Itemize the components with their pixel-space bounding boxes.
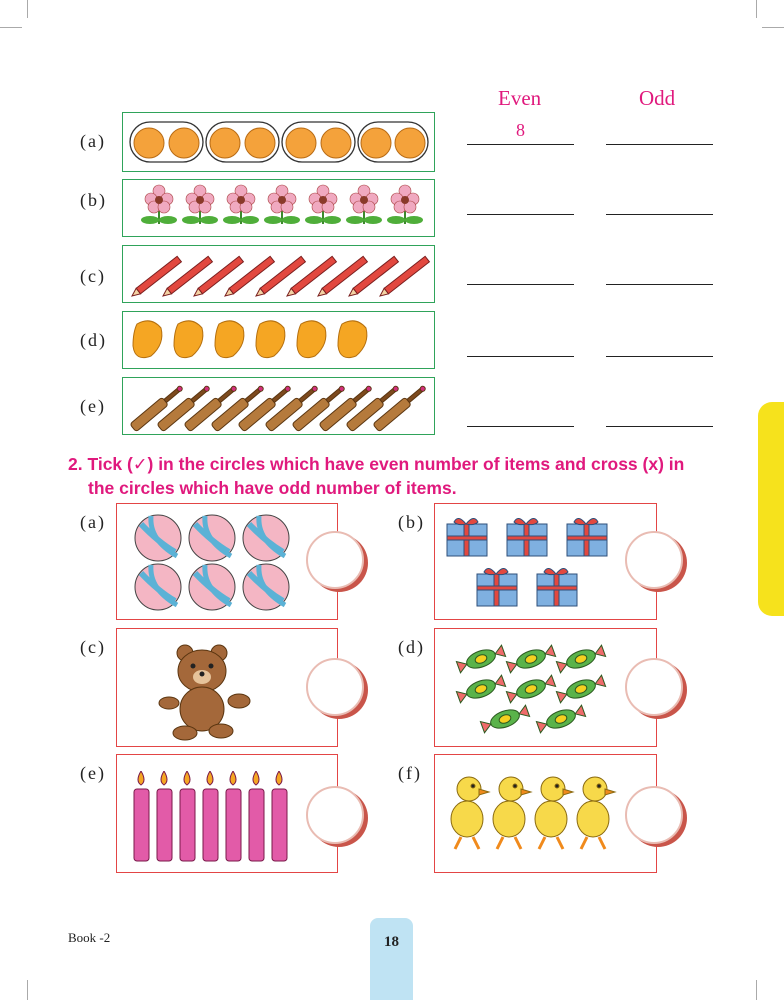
onion-icon [321, 128, 351, 158]
chick-icon [451, 777, 489, 849]
candle-icon [134, 771, 149, 861]
crop-mark [27, 980, 28, 1000]
crop-mark [756, 980, 757, 1000]
picture-box [122, 377, 435, 435]
row-label: (c) [80, 266, 106, 286]
crop-mark [762, 27, 784, 28]
onion-group [123, 113, 433, 170]
odd-answer-line[interactable] [606, 144, 713, 145]
candy-icon [456, 673, 507, 704]
row-label: (a) [80, 131, 106, 151]
picture-card [434, 754, 657, 873]
answer-circle[interactable] [306, 531, 364, 589]
candle-icon [180, 771, 195, 861]
candle-icon [157, 771, 172, 861]
answer-circle[interactable] [306, 658, 364, 716]
crop-mark [756, 0, 757, 18]
even-answer: 8 [516, 120, 525, 140]
onion-icon [286, 128, 316, 158]
candle-icon [203, 771, 218, 861]
crop-mark [0, 27, 22, 28]
candle-icon [272, 771, 287, 861]
picture-box [122, 311, 435, 369]
even-answer-line[interactable] [467, 426, 574, 427]
chick-icon [577, 777, 615, 849]
picture-card [116, 503, 338, 620]
teddy-bear-icon [157, 641, 257, 741]
cricket-bat-group [123, 378, 433, 433]
even-answer-line[interactable] [467, 214, 574, 215]
onion-icon [169, 128, 199, 158]
book-label: Book -2 [68, 930, 111, 945]
question-2-line-2: the circles which have odd number of items. [88, 478, 457, 498]
flower-icon [346, 185, 382, 224]
ball-icon [243, 564, 289, 610]
card-label: (e) [80, 763, 106, 783]
card-label: (f) [398, 763, 422, 783]
even-answer-line[interactable] [467, 284, 574, 285]
row-label: (b) [80, 190, 107, 210]
flower-icon [223, 185, 259, 224]
odd-answer-line[interactable] [606, 284, 713, 285]
chapter-side-tab [758, 402, 784, 616]
candy-icon [506, 673, 557, 704]
odd-answer-line[interactable] [606, 356, 713, 357]
flower-group [123, 180, 433, 235]
picture-card [434, 628, 657, 747]
picture-box [122, 112, 435, 172]
mango-icon [215, 321, 244, 358]
picture-card [116, 628, 338, 747]
onion-icon [210, 128, 240, 158]
card-label: (d) [398, 637, 425, 657]
gift-box-icon [537, 568, 577, 606]
question-2-instruction [68, 452, 728, 500]
odd-column-header: Odd [639, 86, 676, 110]
even-column-header: Even [498, 86, 542, 110]
row-label: (d) [80, 330, 107, 350]
candy-icon [556, 673, 607, 704]
flower-icon [264, 185, 300, 224]
mango-icon [174, 321, 203, 358]
answer-circle[interactable] [625, 531, 683, 589]
gift-box-icon [507, 518, 547, 556]
row-label: (e) [80, 396, 106, 416]
picture-card [434, 503, 657, 620]
candy-icon [456, 643, 507, 674]
candle-group [127, 771, 307, 867]
crop-mark [27, 0, 28, 18]
odd-answer-line[interactable] [606, 214, 713, 215]
card-label: (c) [80, 637, 106, 657]
onion-icon [134, 128, 164, 158]
candle-icon [226, 771, 241, 861]
candle-icon [249, 771, 264, 861]
answer-circle[interactable] [306, 786, 364, 844]
flower-icon [141, 185, 177, 224]
gift-box-icon [447, 518, 487, 556]
gift-box-icon [567, 518, 607, 556]
chick-icon [493, 777, 531, 849]
mango-icon [297, 321, 326, 358]
even-answer-line[interactable] [467, 144, 574, 145]
onion-icon [361, 128, 391, 158]
flower-icon [182, 185, 218, 224]
candy-icon [480, 703, 531, 734]
candy-icon [556, 643, 607, 674]
ball-icon [189, 564, 235, 610]
ball-icon [243, 515, 289, 561]
picture-box [122, 179, 435, 237]
onion-icon [245, 128, 275, 158]
mango-icon [256, 321, 285, 358]
page-number: 18 [384, 934, 399, 950]
ball-icon [135, 515, 181, 561]
card-label: (a) [80, 512, 106, 532]
ball-icon [189, 515, 235, 561]
page-number-tab [370, 918, 413, 1000]
ball-icon [135, 564, 181, 610]
odd-answer-line[interactable] [606, 426, 713, 427]
chick-icon [535, 777, 573, 849]
flower-icon [305, 185, 341, 224]
gift-group [443, 512, 623, 612]
candy-group [443, 637, 623, 742]
mango-icon [133, 321, 162, 358]
mango-group [123, 312, 433, 367]
chick-group [443, 773, 623, 863]
card-label: (b) [398, 512, 425, 532]
candy-icon [506, 643, 557, 674]
question-2-line-1: 2. Tick (✓) in the circles which have even number of items and cross (x) in [68, 454, 685, 474]
mango-icon [338, 321, 367, 358]
onion-icon [395, 128, 425, 158]
candy-icon [536, 703, 587, 734]
ball-group [131, 512, 301, 612]
flower-icon [387, 185, 423, 224]
picture-card [116, 754, 338, 873]
gift-box-icon [477, 568, 517, 606]
answer-circle[interactable] [625, 786, 683, 844]
picture-box [122, 245, 435, 303]
pencil-group [123, 246, 433, 301]
answer-circle[interactable] [625, 658, 683, 716]
even-answer-line[interactable] [467, 356, 574, 357]
